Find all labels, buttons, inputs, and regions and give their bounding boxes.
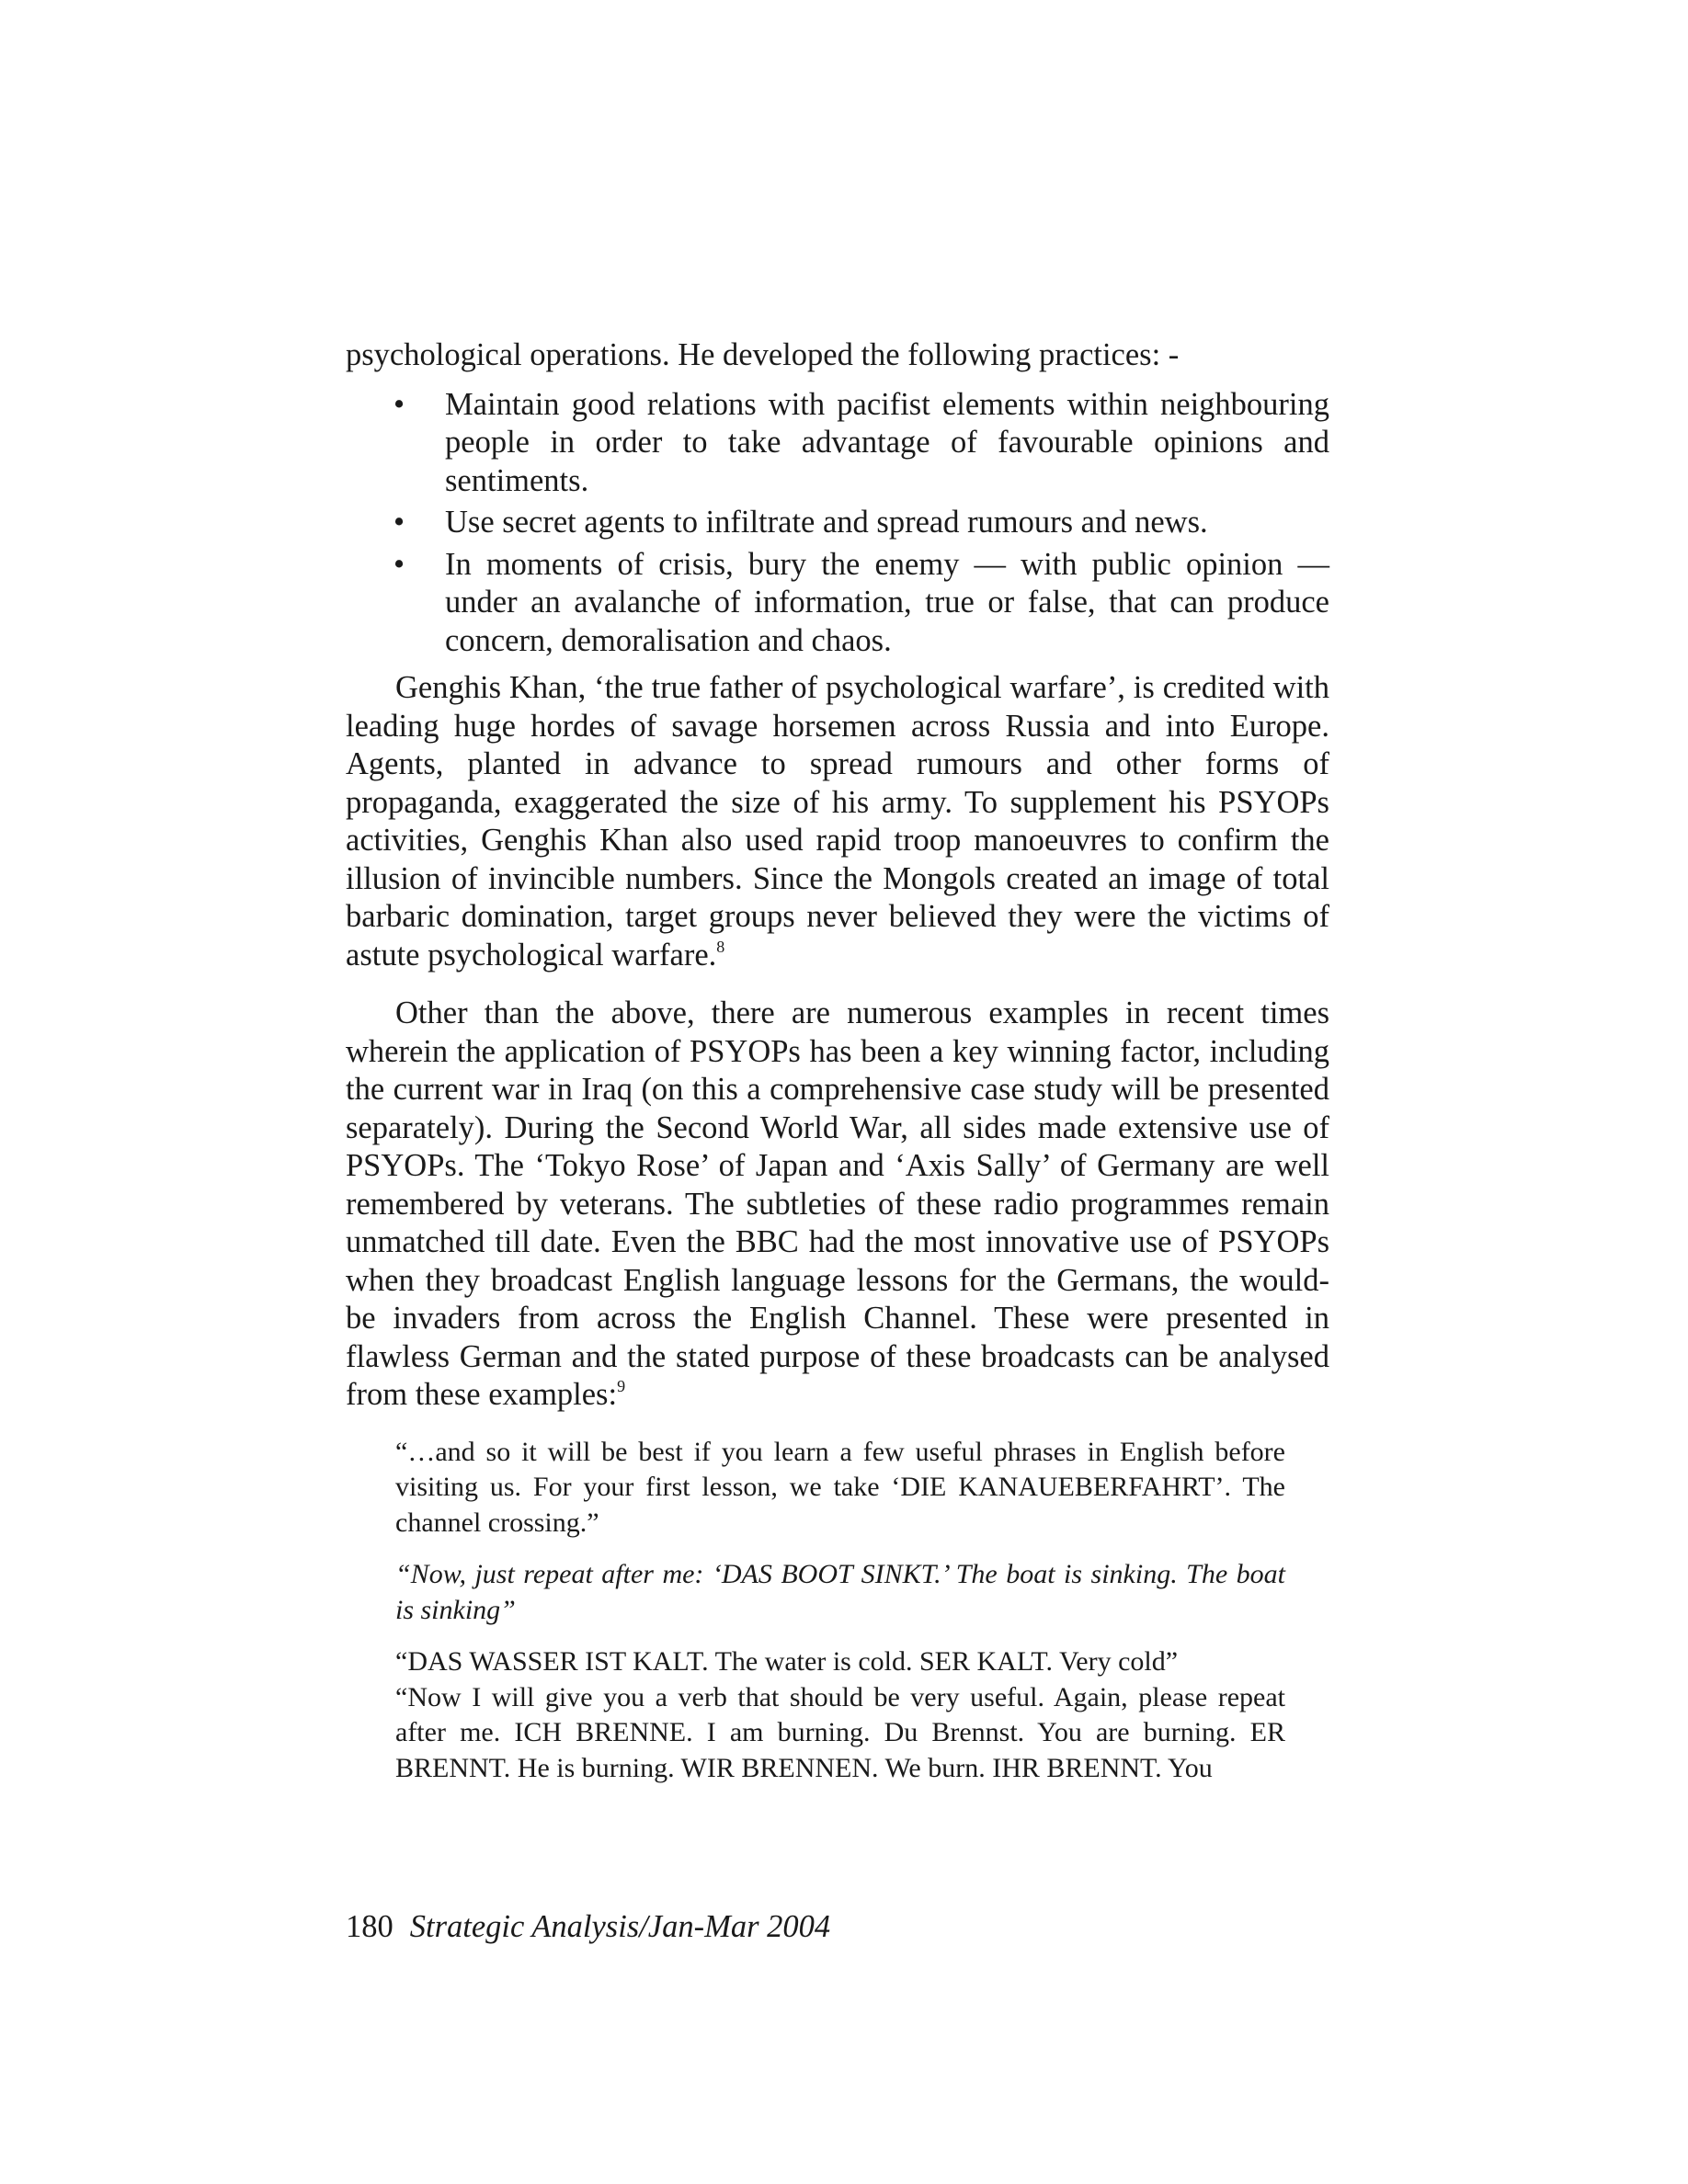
page-footer [346, 1908, 830, 1945]
bullet-icon: • [393, 386, 405, 422]
list-item [346, 546, 1329, 661]
page-body [346, 336, 1329, 1786]
list-item [346, 386, 1329, 501]
list-item-text: Use secret agents to infiltrate and spread rumours and news. [445, 505, 1208, 540]
footnote-marker: 8 [716, 937, 725, 956]
practices-list [346, 386, 1329, 661]
bullet-icon: • [393, 505, 405, 540]
bullet-icon: • [393, 546, 405, 582]
quote-lesson-intro: “…and so it will be best if you learn a few useful phrases in English before visiting us. For your first lesson, we take ‘DIE KANAUEBERFAHRT’. The channel crossing.” [395, 1436, 1285, 1538]
list-item-text: In moments of crisis, bury the enemy — with public opinion — under an avalanche of information, true or false, that can produce concern, demoralisation and chaos. [445, 546, 1329, 658]
footnote-marker: 9 [617, 1377, 626, 1395]
list-item [346, 504, 1329, 542]
page-number: 180 [346, 1909, 393, 1944]
paragraph-text: Genghis Khan, ‘the true father of psychological warfare’, is credited with leading huge hordes of savage horsemen across Russia and into Europe. Agents, planted in advance to spread rumours and other forms of propaganda, exaggerated the size of his army. To supplement his PSYOPs activities, Genghis Khan also used rapid troop manoeuvres to confirm the illusion of invincible numbers. Since the Mongols created an image of total barbaric domination, target groups never believed they were the victims of astute psychological warfare. [346, 670, 1329, 973]
paragraph-genghis-khan [346, 669, 1329, 974]
quote-boat-sinking: “Now, just repeat after me: ‘DAS BOOT SINKT.’ The boat is sinking. The boat is sinking” [395, 1559, 1285, 1625]
list-item-text: Maintain good relations with pacifist elements within neighbouring people in order to take advantage of favourable opinions and sentiments. [445, 386, 1329, 498]
quote-block [395, 1435, 1285, 1787]
quote-water-cold: “DAS WASSER IST KALT. The water is cold. SER KALT. Very cold” [395, 1646, 1179, 1677]
lead-line: psychological operations. He developed the following practices: - [346, 337, 1180, 372]
journal-title: Strategic Analysis/Jan-Mar 2004 [409, 1909, 831, 1944]
quote-verb-burning: “Now I will give you a verb that should be very useful. Again, please repeat after me. ICH BRENNE. I am burning. Du Brennst. You are burning. ER BRENNT. He is burning. WIR BRENNEN. We burn. IHR BRENNT. You [395, 1681, 1285, 1783]
paragraph-text: Other than the above, there are numerous examples in recent times wherein the application of PSYOPs has been a key winning factor, including the current war in Iraq (on this a comprehensive case study will be presented separately). During the Second World War, all sides made extensive use of PSYOPs. The ‘Tokyo Rose’ of Japan and ‘Axis Sally’ of Germany are well remembered by veterans. The subtleties of these radio programmes remain unmatched till date. Even the BBC had the most innovative use of PSYOPs when they broadcast English language lessons for the Germans, the would-be invaders from across the English Channel. These were presented in flawless German and the stated purpose of these broadcasts can be analysed from these examples: [346, 995, 1329, 1412]
paragraph-recent-examples [346, 995, 1329, 1415]
